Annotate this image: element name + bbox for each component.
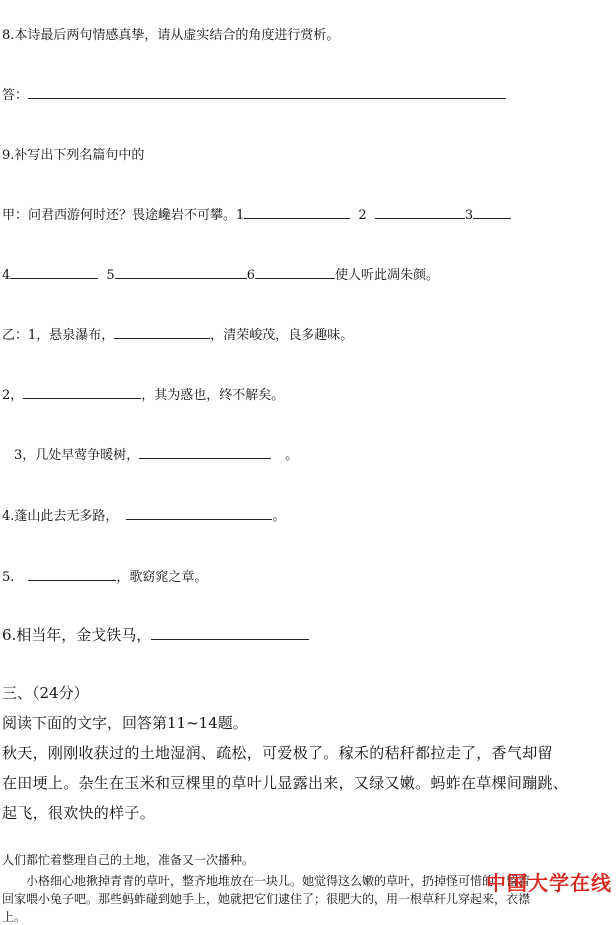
blank-l3[interactable] — [139, 445, 271, 459]
q9-jia-line — [2, 204, 511, 223]
l2-lead: 2， — [2, 388, 24, 403]
yi-tail: ，清荣峻茂，良多趣味。 — [210, 328, 354, 343]
q9-jia-line-2 — [2, 264, 439, 283]
yi-lead: 乙：1，悬泉瀑布， — [2, 328, 115, 343]
blank-jia-2[interactable] — [375, 205, 465, 219]
jia-tail: 使人听此凋朱颜。 — [334, 268, 439, 283]
blank-jia-6[interactable] — [255, 265, 335, 279]
l6-lead: 6.相当年，金戈铁马， — [2, 626, 152, 644]
jia-num-5: 5 — [106, 268, 115, 283]
section-3-instruction: 阅读下面的文字，回答第11~14题。 — [2, 714, 248, 732]
blank-l4[interactable] — [126, 506, 272, 520]
jia-num-2: 2 — [358, 208, 367, 223]
l4-tail: 。 — [272, 509, 286, 524]
blank-jia-3[interactable] — [473, 205, 511, 219]
jia-lead: 甲：问君西游何时还？畏途巉岩不可攀。1 — [2, 208, 245, 223]
blank-jia-5[interactable] — [115, 265, 247, 279]
l5-tail: ，歌窈窕之章。 — [116, 570, 208, 585]
l4-lead: 4.蓬山此去无多路， — [2, 509, 119, 524]
l3-lead: 3，几处早莺争暖树， — [14, 448, 140, 463]
answer-blank[interactable] — [28, 85, 506, 99]
blank-l6[interactable] — [151, 625, 309, 640]
l2-tail: ，其为惑也，终不解矣。 — [141, 388, 285, 403]
passage-line-6: 回家喂小兔子吧。那些蚂蚱碰到她手上，她就把它们逮住了；很肥大的，用一根草秆儿穿起来，衣襟 — [2, 892, 531, 906]
q9-yi-line — [2, 324, 353, 343]
q9-line-5 — [2, 566, 207, 585]
passage-line-1: 秋天，刚刚收获过的土地湿润、疏松，可爱极了。稼禾的秸秆都拉走了，香气却留 — [2, 744, 553, 762]
passage-line-4: 人们都忙着整理自己的土地，准备又一次播种。 — [2, 853, 255, 867]
jia-num-4: 4 — [2, 268, 11, 283]
q9-line-2 — [2, 384, 284, 403]
blank-jia-4[interactable] — [10, 265, 98, 279]
blank-yi-1[interactable] — [114, 325, 210, 339]
section-3-heading: 三、（24分） — [2, 684, 89, 702]
passage-line-7: 上。 — [2, 910, 27, 924]
question-9-title: 9.补写出下列名篇句中的 — [2, 148, 145, 163]
l3-tail: 。 — [285, 448, 299, 463]
answer-label: 答： — [2, 88, 29, 103]
q9-line-4 — [2, 505, 285, 524]
blank-l5[interactable] — [28, 567, 116, 581]
answer-line-8 — [2, 84, 506, 103]
question-8: 8.本诗最后两句情感真挚，请从虚实结合的角度进行赏析。 — [2, 28, 340, 43]
blank-l2[interactable] — [23, 385, 141, 399]
jia-num-6: 6 — [246, 268, 255, 283]
blank-jia-1[interactable] — [244, 205, 350, 219]
jia-num-3: 3 — [464, 208, 474, 223]
passage-line-3: 起飞，很欢快的样子。 — [2, 804, 156, 822]
passage-line-5: 小格细心地揪掉青青的草叶，整齐地堆放在一块儿。她觉得这么嫩的草叶，扔掉怪可惜的，留着 — [26, 874, 531, 888]
watermark-logo: 中国大学在线 — [486, 871, 612, 895]
l5-lead: 5. — [2, 570, 15, 585]
q9-line-6 — [2, 624, 309, 645]
passage-line-2: 在田埂上。杂生在玉米和豆棵里的草叶儿显露出来，又绿又嫩。蚂蚱在草棵间蹦跳、 — [2, 774, 569, 792]
q9-line-3 — [14, 444, 298, 463]
